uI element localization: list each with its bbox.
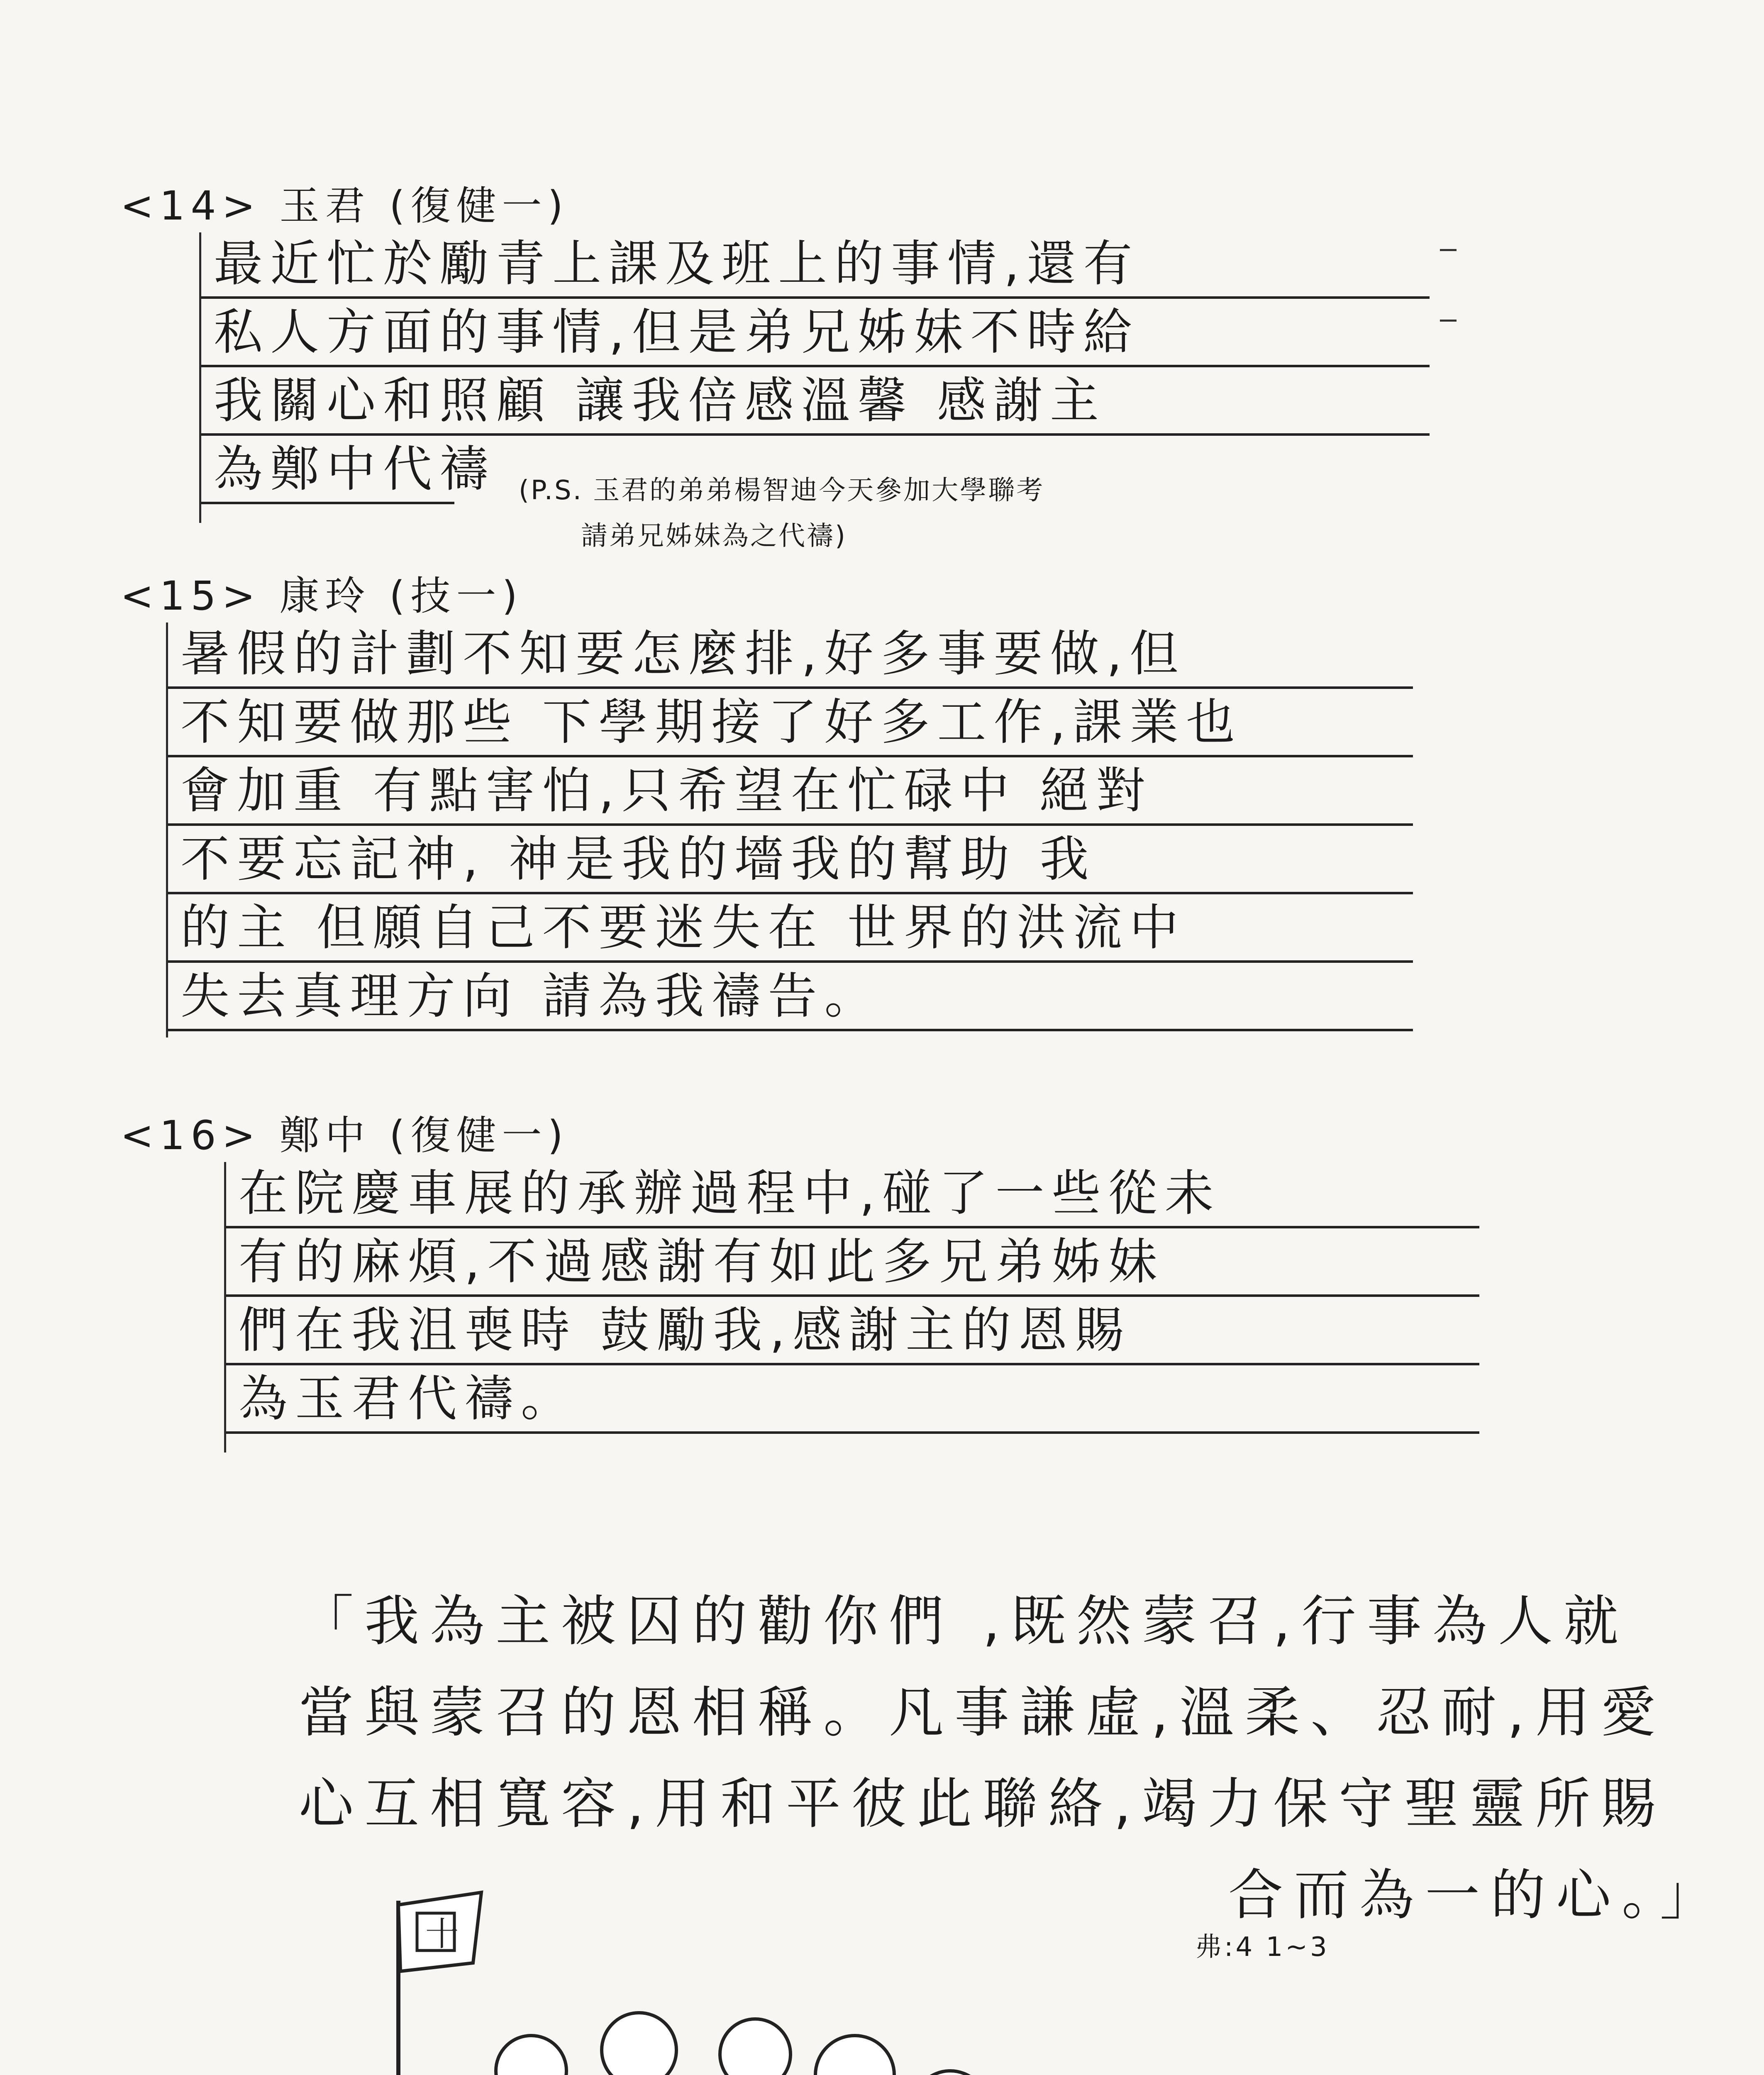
verse-line: 心互相寬容,用和平彼此聯絡,竭力保守聖靈所賜 xyxy=(299,1772,1666,1836)
verse-reference: 弗:4 1~3 xyxy=(1195,1932,1330,1963)
verse-line: 當與蒙召的恩相稱。凡事謙虛,溫柔、忍耐,用愛 xyxy=(299,1681,1666,1745)
flag-symbol: 十 xyxy=(425,1915,459,1953)
entry-line: 的主 但願自己不要迷失在 世界的洪流中 xyxy=(168,896,1413,963)
entry-line: 為玉君代禱。 xyxy=(226,1367,1479,1434)
entry-14-header xyxy=(120,174,569,231)
entry-15-ruled-block xyxy=(166,622,1413,1038)
entry-number: <14> xyxy=(120,183,261,229)
entry-line: 私人方面的事情,但是弟兄姊妹不時給 xyxy=(201,301,1430,367)
boat-illustration xyxy=(174,1868,1170,2075)
entry-group: (復健一) xyxy=(389,183,569,229)
entry-line: 們在我沮喪時 鼓勵我,感謝主的恩賜 xyxy=(226,1299,1479,1365)
entry-name: 玉君 xyxy=(279,183,371,229)
entry-name: 康玲 xyxy=(279,573,371,619)
entry-line: 為鄭中代禱 xyxy=(201,438,454,504)
entry-number: <15> xyxy=(120,573,261,619)
entry-line: 我關心和照顧 讓我倍感溫馨 感謝主 xyxy=(201,369,1430,436)
entry-16-header xyxy=(120,1104,569,1161)
verse-line: 合而為一的心。」 xyxy=(1228,1863,1725,1927)
entry-line: 會加重 有點害怕,只希望在忙碌中 絕對 xyxy=(168,759,1413,826)
flag-icon xyxy=(398,1892,481,2075)
entry-14-ps-line1: (P.S. 玉君的弟弟楊智迪今天參加大學聯考 xyxy=(519,475,1045,506)
entry-14-ps-line2: 請弟兄姊妹為之代禱) xyxy=(581,521,847,552)
margin-mark xyxy=(1440,320,1457,322)
entry-line: 失去真理方向 請為我禱告。 xyxy=(168,965,1413,1031)
entry-line: 在院慶車展的承辦過程中,碰了一些從未 xyxy=(226,1162,1479,1228)
margin-mark xyxy=(1440,249,1457,251)
children-group xyxy=(496,2013,1021,2075)
entry-line: 暑假的計劃不知要怎麼排,好多事要做,但 xyxy=(168,622,1413,689)
verse-line: 「我為主被囚的勸你們 ,既然蒙召,行事為人就 xyxy=(299,1589,1629,1653)
entry-line: 最近忙於勵青上課及班上的事情,還有 xyxy=(201,232,1430,299)
entry-number: <16> xyxy=(120,1112,261,1159)
entry-line: 不知要做那些 下學期接了好多工作,課業也 xyxy=(168,691,1413,757)
entry-15-header xyxy=(120,564,523,621)
entry-16-ruled-block xyxy=(224,1162,1479,1452)
entry-line: 有的麻煩,不過感謝有如此多兄弟姊妹 xyxy=(226,1230,1479,1297)
entry-group: (復健一) xyxy=(389,1112,569,1159)
entry-line: 不要忘記神, 神是我的墻我的幫助 我 xyxy=(168,828,1413,894)
entry-name: 鄭中 xyxy=(279,1112,371,1159)
entry-group: (技一) xyxy=(389,573,523,619)
